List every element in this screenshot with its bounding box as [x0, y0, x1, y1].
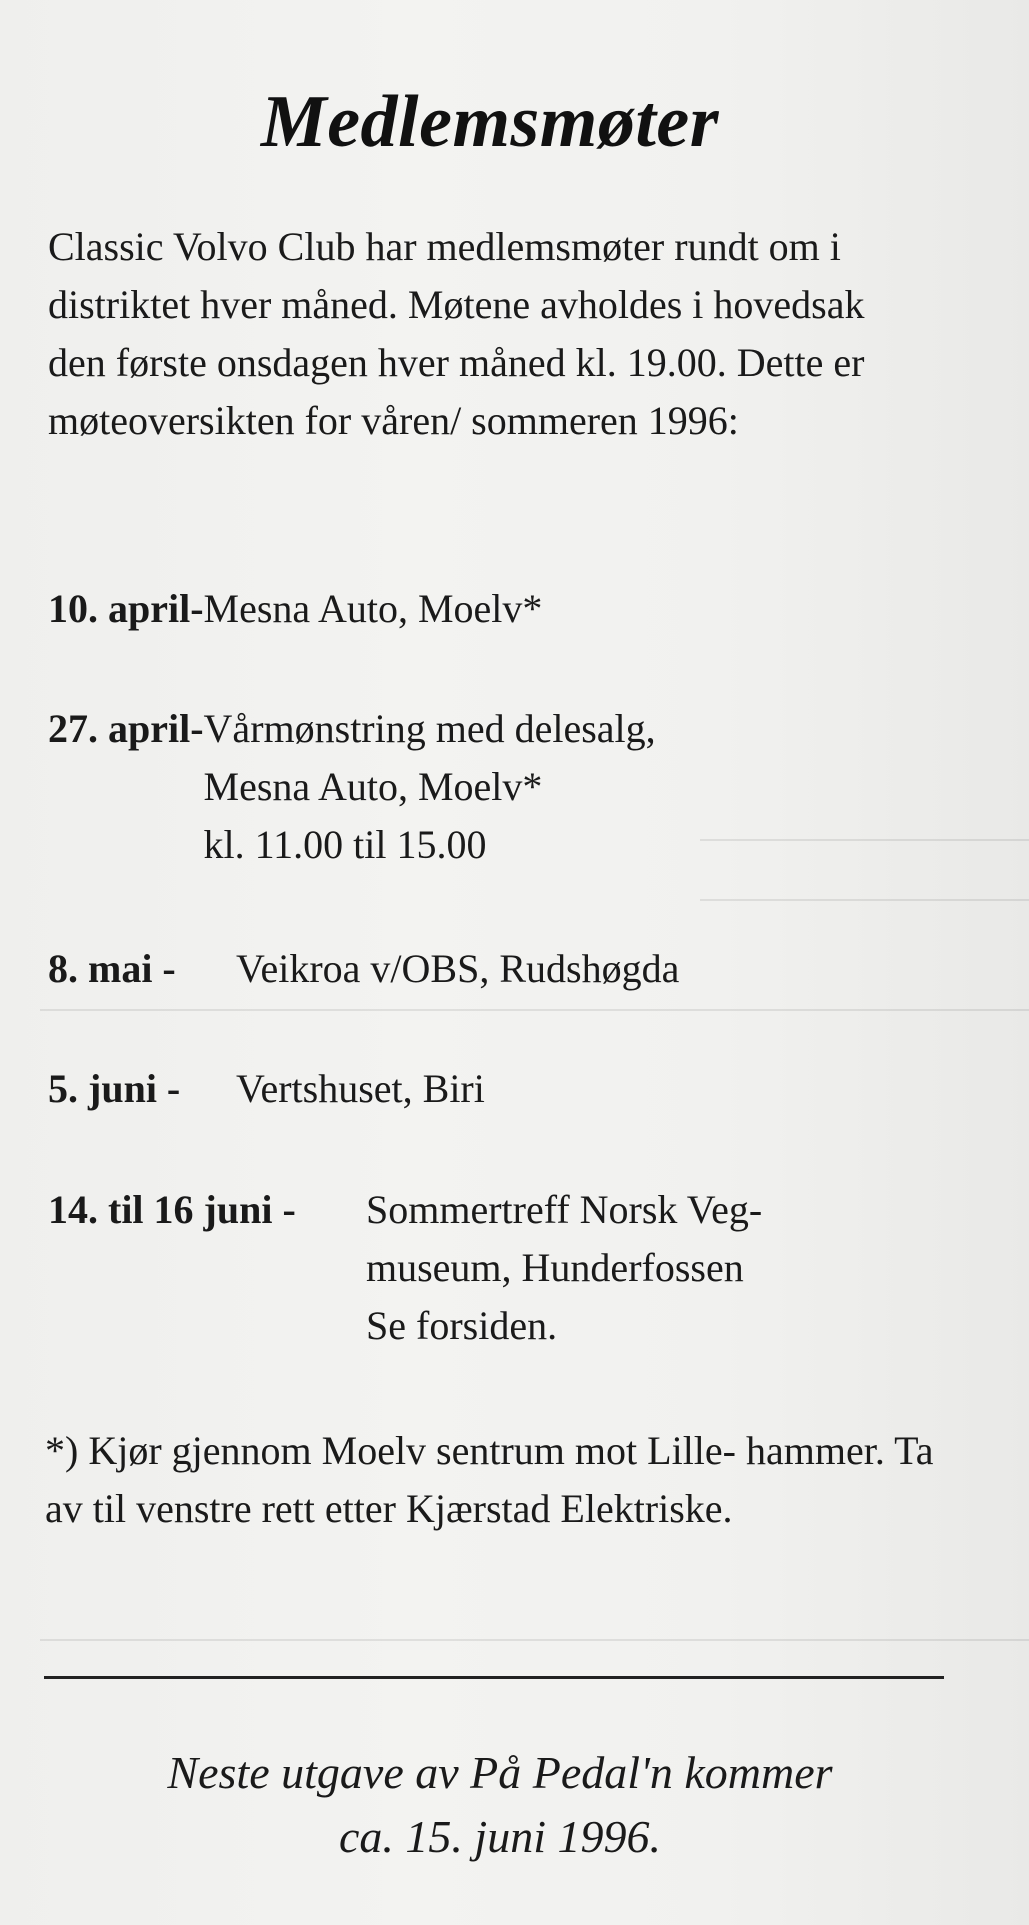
meeting-entry — [48, 580, 542, 638]
meeting-date: 5. juni - — [48, 1066, 191, 1111]
next-issue-line1: Neste utgave av På Pedal'n kommer — [167, 1747, 833, 1798]
meeting-date: 27. april- — [48, 706, 204, 751]
meeting-description: Mesna Auto, Moelv* — [203, 586, 543, 631]
meeting-description: Vårmønstring med delesalg, Mesna Auto, Moelv* kl. 11.00 til 15.00 — [203, 706, 656, 867]
meeting-description: Vertshuset, Biri — [236, 1066, 485, 1111]
meeting-date: 8. mai - — [48, 946, 186, 991]
intro-paragraph: Classic Volvo Club har medlemsmøter rundt om i distriktet hver måned. Møtene avholdes i hovedsak den første onsdagen hver måned kl. 19.00. Dette er møteoversikten for våren/ sommeren 1996: — [48, 224, 865, 443]
meeting-description: Veikroa v/OBS, Rudshøgda — [236, 946, 680, 991]
next-issue-line2: ca. 15. juni 1996. — [339, 1811, 661, 1862]
meeting-entry — [48, 700, 656, 874]
meeting-entry — [48, 940, 679, 998]
directions-footnote: *) Kjør gjennom Moelv sentrum mot Lille- hammer. Ta av til venstre rett etter Kjærstad Elektriske. — [45, 1428, 934, 1531]
meeting-description: Sommertreff Norsk Veg- museum, Hunderfossen Se forsiden. — [366, 1187, 763, 1348]
meeting-entry — [48, 1181, 762, 1355]
meeting-entry — [48, 1060, 485, 1118]
next-issue-notice — [40, 1741, 960, 1869]
meeting-date: 10. april- — [48, 586, 204, 631]
horizontal-divider — [44, 1676, 944, 1679]
page-title: Medlemsmøter — [260, 81, 720, 163]
meeting-date: 14. til 16 juni - — [48, 1187, 306, 1232]
